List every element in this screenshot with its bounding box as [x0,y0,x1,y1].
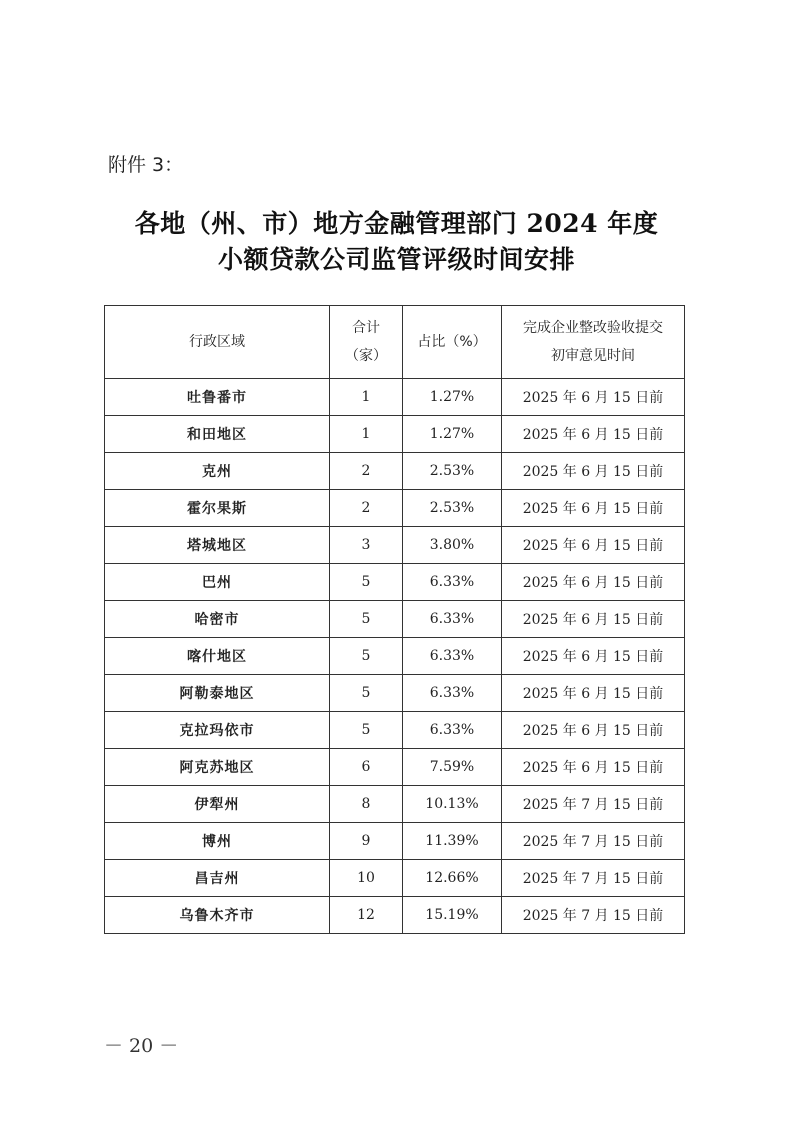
percentage-cell: 6.33% [403,675,502,712]
table-row [105,712,685,749]
percentage-cell: 3.80% [403,527,502,564]
region-cell: 克州 [105,453,330,490]
count-cell: 2 [330,453,403,490]
table-row [105,416,685,453]
count-cell: 5 [330,601,403,638]
percentage-cell: 6.33% [403,712,502,749]
table-row [105,379,685,416]
region-cell: 吐鲁番市 [105,379,330,416]
count-cell: 5 [330,675,403,712]
header-percentage: 占比（%） [403,306,502,379]
rating-schedule-table [104,305,685,934]
deadline-cell: 2025 年 6 月 15 日前 [502,601,685,638]
table-header-row [105,306,685,379]
table-row [105,823,685,860]
attachment-label: 附件 3： [108,154,184,176]
count-cell: 5 [330,564,403,601]
percentage-cell: 6.33% [403,638,502,675]
table-row [105,786,685,823]
deadline-cell: 2025 年 7 月 15 日前 [502,823,685,860]
percentage-cell: 6.33% [403,564,502,601]
table-row [105,490,685,527]
percentage-cell: 1.27% [403,416,502,453]
deadline-cell: 2025 年 7 月 15 日前 [502,860,685,897]
header-deadline: 完成企业整改验收提交 初审意见时间 [502,306,685,379]
region-cell: 博州 [105,823,330,860]
percentage-cell: 7.59% [403,749,502,786]
count-cell: 1 [330,379,403,416]
table-row [105,564,685,601]
document-title-line-2: 小额贷款公司监管评级时间安排 [217,245,575,274]
percentage-cell: 6.33% [403,601,502,638]
percentage-cell: 2.53% [403,453,502,490]
count-cell: 5 [330,638,403,675]
region-cell: 巴州 [105,564,330,601]
percentage-cell: 12.66% [403,860,502,897]
region-cell: 克拉玛依市 [105,712,330,749]
percentage-cell: 10.13% [403,786,502,823]
count-cell: 3 [330,527,403,564]
percentage-cell: 11.39% [403,823,502,860]
deadline-cell: 2025 年 6 月 15 日前 [502,379,685,416]
deadline-cell: 2025 年 7 月 15 日前 [502,897,685,934]
count-cell: 9 [330,823,403,860]
count-cell: 10 [330,860,403,897]
region-cell: 塔城地区 [105,527,330,564]
region-cell: 和田地区 [105,416,330,453]
deadline-cell: 2025 年 6 月 15 日前 [502,749,685,786]
table-row [105,601,685,638]
percentage-cell: 15.19% [403,897,502,934]
region-cell: 喀什地区 [105,638,330,675]
count-cell: 6 [330,749,403,786]
deadline-cell: 2025 年 6 月 15 日前 [502,527,685,564]
deadline-cell: 2025 年 6 月 15 日前 [502,712,685,749]
region-cell: 昌吉州 [105,860,330,897]
table-row [105,860,685,897]
count-cell: 2 [330,490,403,527]
table-body [105,379,685,934]
deadline-cell: 2025 年 6 月 15 日前 [502,564,685,601]
count-cell: 8 [330,786,403,823]
page-number: － 20 － [104,1035,179,1057]
region-cell: 阿勒泰地区 [105,675,330,712]
table-row [105,749,685,786]
deadline-cell: 2025 年 6 月 15 日前 [502,490,685,527]
deadline-cell: 2025 年 7 月 15 日前 [502,786,685,823]
document-title-line-1: 各地（州、市）地方金融管理部门 2024 年度 [134,209,659,238]
table-row [105,897,685,934]
deadline-cell: 2025 年 6 月 15 日前 [502,675,685,712]
count-cell: 5 [330,712,403,749]
count-cell: 12 [330,897,403,934]
table-row [105,675,685,712]
region-cell: 霍尔果斯 [105,490,330,527]
region-cell: 乌鲁木齐市 [105,897,330,934]
deadline-cell: 2025 年 6 月 15 日前 [502,453,685,490]
header-region: 行政区域 [105,306,330,379]
deadline-cell: 2025 年 6 月 15 日前 [502,416,685,453]
header-count: 合计 （家） [330,306,403,379]
region-cell: 伊犁州 [105,786,330,823]
count-cell: 1 [330,416,403,453]
percentage-cell: 1.27% [403,379,502,416]
table-row [105,527,685,564]
region-cell: 阿克苏地区 [105,749,330,786]
deadline-cell: 2025 年 6 月 15 日前 [502,638,685,675]
percentage-cell: 2.53% [403,490,502,527]
table-row [105,638,685,675]
table-row [105,453,685,490]
region-cell: 哈密市 [105,601,330,638]
